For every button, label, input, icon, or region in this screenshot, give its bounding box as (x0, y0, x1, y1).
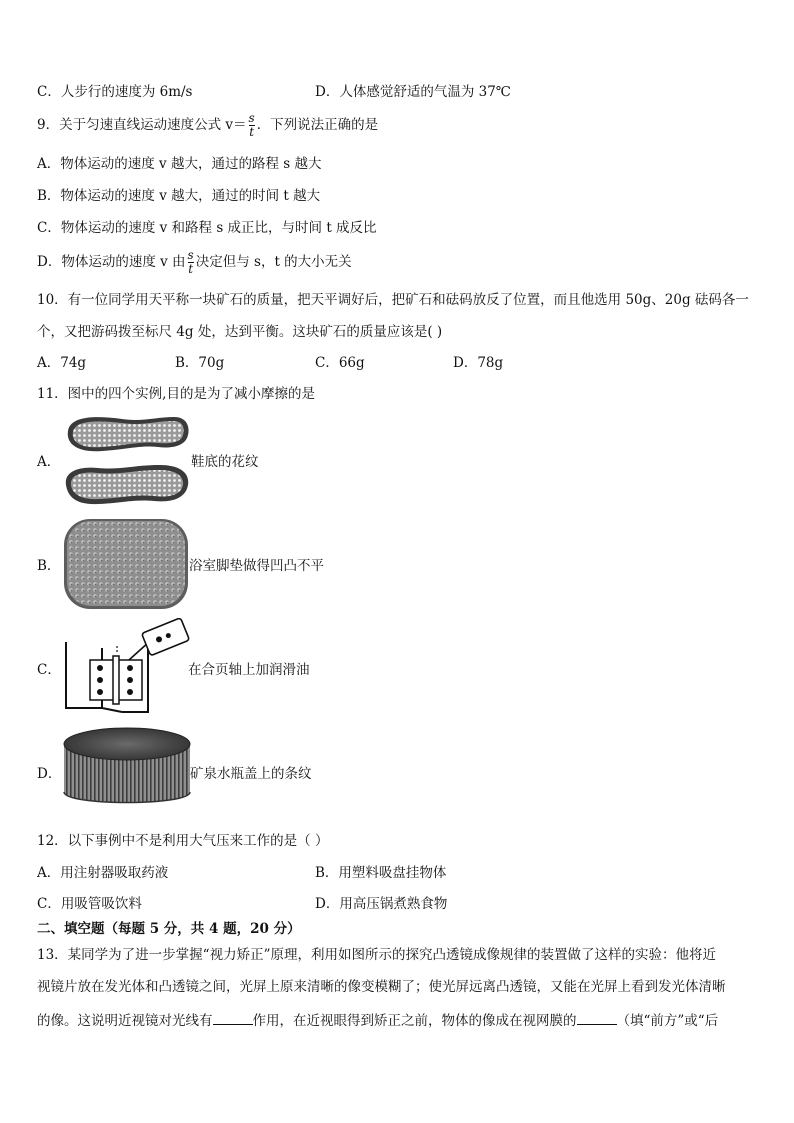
q9-option-d-denominator: t (188, 262, 194, 276)
q11-option-d-letter: D． (37, 766, 62, 782)
q13-line3-part3: （填“前方”或“后 (616, 1013, 719, 1029)
q10-option-c: C．66g (315, 355, 365, 371)
q13-blank-1[interactable] (213, 1010, 253, 1025)
q11-option-c-text: 在合页轴上加润滑油 (188, 662, 310, 678)
q13-blank-2[interactable] (577, 1010, 617, 1025)
q9-stem-post: ．下列说法正确的是 (256, 117, 379, 133)
bottle-cap-image (62, 722, 192, 814)
q9-option-d-post: 决定但与 s，t 的大小无关 (195, 254, 352, 270)
bath-mat-image (62, 515, 190, 613)
q11-stem: 11．图中的四个实例,目的是为了减小摩擦的是 (37, 386, 315, 402)
q13-line3-part2: 作用，在近视眼得到矫正之前，物体的像成在视网膜的 (252, 1013, 577, 1029)
shoe-sole-image (62, 413, 192, 508)
q10-option-d: D．78g (453, 355, 504, 371)
hinge-oil-image (62, 618, 192, 713)
q9-stem (37, 112, 378, 139)
q13-stem-line1: 13．某同学为了进一步掌握“视力矫正”原理，利用如图所示的探究凸透镜成像规律的装置做了这样的实验：他将近 (37, 947, 716, 963)
q9-option-d-fraction (188, 249, 194, 276)
q11-option-a-text: 鞋底的花纹 (191, 454, 259, 470)
q12-option-b: B．用塑料吸盘挂物体 (315, 865, 447, 881)
q10-option-a: A．74g (37, 355, 87, 371)
q12-option-d: D．用高压锅煮熟食物 (315, 896, 448, 912)
q12-option-a: A．用注射器吸取药液 (37, 865, 169, 881)
q12-option-c: C．用吸管吸饮料 (37, 896, 142, 912)
q9-fraction-denominator: t (249, 125, 255, 139)
q10-stem-line2: 个，又把游码拨至标尺 4g 处，达到平衡。这块矿石的质量应该是( ) (37, 324, 443, 340)
q8-option-c: C．人步行的速度为 6m/s (37, 84, 193, 100)
q9-option-c: C．物体运动的速度 v 和路程 s 成正比，与时间 t 成反比 (37, 220, 377, 236)
q9-stem-pre: 9．关于匀速直线运动速度公式 v＝ (37, 117, 247, 133)
section-title-fill-in: 二、填空题（每题 5 分，共 4 题，20 分） (37, 921, 301, 937)
q13-stem-line2: 视镜片放在发光体和凸透镜之间，光屏上原来清晰的像变模糊了；使光屏远离凸透镜，又能在光屏上看到发光体清晰 (37, 979, 726, 995)
q9-option-b: B．物体运动的速度 v 越大，通过的时间 t 越大 (37, 188, 321, 204)
q8-option-d: D．人体感觉舒适的气温为 37℃ (315, 84, 511, 100)
q13-line3-part1: 的像。这说明近视镜对光线有 (37, 1013, 213, 1029)
q9-fraction-numerator: s (248, 111, 255, 125)
q12-stem: 12．以下事例中不是利用大气压来工作的是（ ） (37, 833, 329, 849)
q10-stem-line1: 10．有一位同学用天平称一块矿石的质量，把天平调好后，把矿石和砝码放反了位置，而且他选用 50g、20g 砝码各一 (37, 292, 749, 308)
q9-option-d-pre: D．物体运动的速度 v 由 (37, 254, 186, 270)
q11-option-b-text: 浴室脚垫做得凹凸不平 (189, 558, 324, 574)
q11-option-b-letter: B． (37, 558, 61, 574)
q11-option-a-letter: A． (37, 454, 61, 470)
q13-stem-line3 (37, 1010, 718, 1030)
q9-option-a: A．物体运动的速度 v 越大，通过的路程 s 越大 (37, 156, 322, 172)
q9-option-d-numerator: s (187, 248, 194, 262)
q11-option-c-letter: C． (37, 662, 61, 678)
q10-option-b: B．70g (175, 355, 225, 371)
q9-fraction (249, 112, 255, 139)
q11-option-d-text: 矿泉水瓶盖上的条纹 (190, 766, 312, 782)
q9-option-d (37, 249, 352, 276)
